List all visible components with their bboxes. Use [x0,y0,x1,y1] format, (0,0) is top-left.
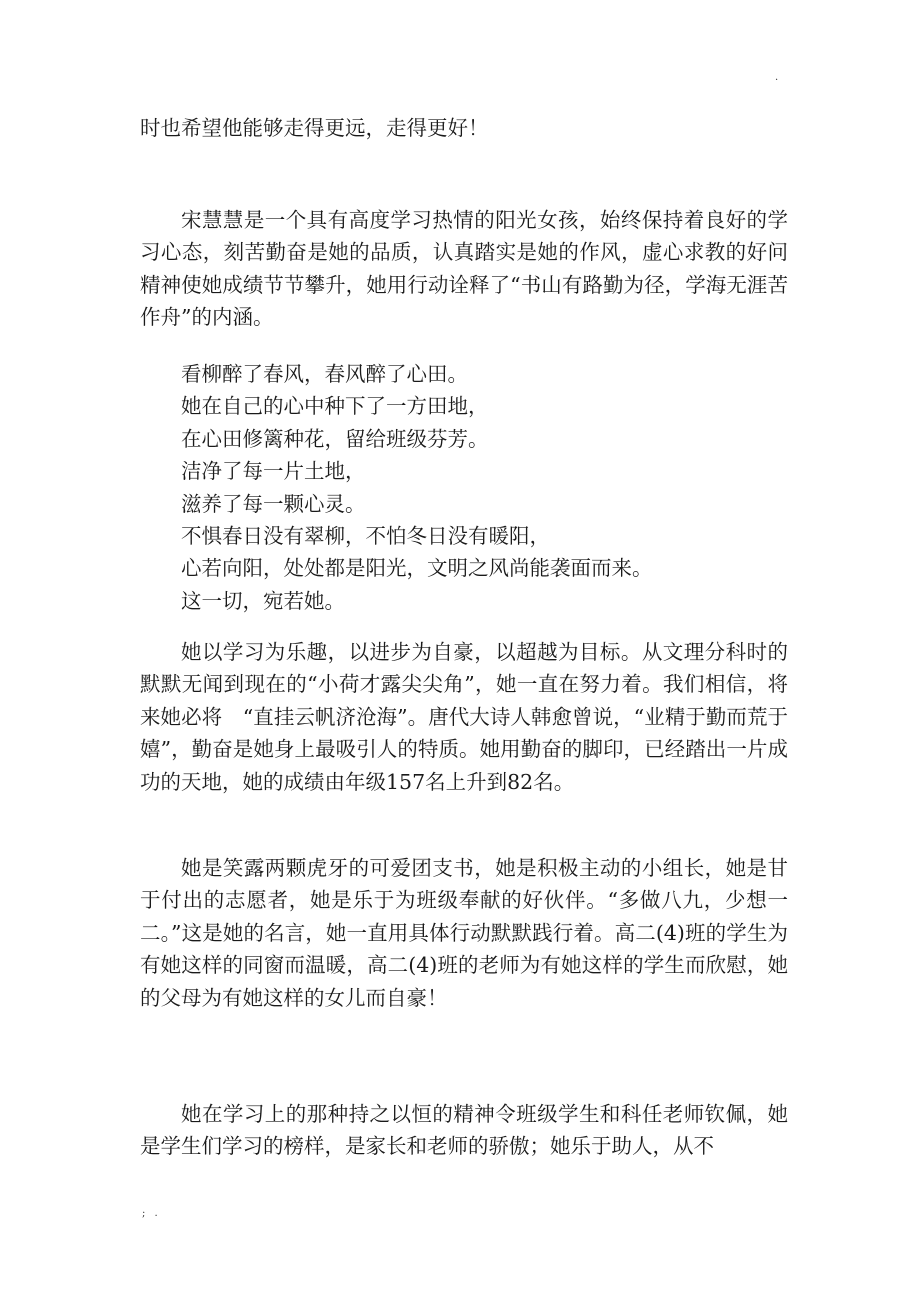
continuation-line [140,112,788,144]
paragraph-3 [140,852,788,1014]
continuation-text: 时也希望他能够走得更远，走得更好！ [140,116,489,140]
poem-line: 看柳醉了春风，春风醉了心田。 [181,362,468,386]
poem-line: 她在自己的心中种下了一方田地， [181,394,489,419]
poem-line: 这一切，宛若她。 [181,588,345,613]
page-corner-mark-top: . [775,72,779,83]
poem-line: 心若向阳，处处都是阳光，文明之风尚能袭面而来。 [181,556,653,581]
paragraph-1-text: 宋慧慧是一个具有高度学习热情的阳光女孩，始终保持着良好的学习心态，刻苦勤奋是她的品质，认真踏实是她的作风，虚心求教的好问精神使她成绩节节攀升，她用行动诠释了“书山有路勤为径，学海无涯苦作舟”的内涵。 [140,208,788,330]
page-corner-mark-bottom: ; . [142,1208,161,1219]
paragraph-3-text: 她是笑露两颗虎牙的可爱团支书，她是积极主动的小组长，她是甘于付出的志愿者，她是乐于为班级奉献的好伙伴。“多做八九，少想一二。”这是她的名言，她一直用具体行动默默践行着。高二(4)班的学生为有她这样的同窗而温暖，高二(4)班的老师为有她这样的学生而欣慰，她的父母为有她这样的女儿而自豪！ [140,856,788,1010]
paragraph-1 [140,204,788,334]
poem-block [140,358,788,617]
paragraph-4 [140,1098,788,1163]
poem-line: 在心田修篱种花，留给班级芬芳。 [181,426,489,451]
paragraph-2 [140,636,788,798]
poem-line: 洁净了每一片土地， [181,459,366,484]
paragraph-2-text: 她以学习为乐趣，以进步为自豪，以超越为目标。从文理分科时的默默无闻到现在的“小荷才露尖尖角”，她一直在努力着。我们相信，将来她必将 “直挂云帆济沧海”。唐代大诗人韩愈曾说，“业精于勤而荒于嬉”，勤奋是她身上最吸引人的特质。她用勤奋的脚印，已经踏出一片成功的天地，她的成绩由年级157名上升到82名。 [140,640,788,794]
poem-line: 不惧春日没有翠柳，不怕冬日没有暖阳， [181,524,550,549]
poem-line: 滋养了每一颗心灵。 [181,491,366,516]
paragraph-4-text: 她在学习上的那种持之以恒的精神令班级学生和科任老师钦佩，她是学生们学习的榜样，是家长和老师的骄傲；她乐于助人，从不 [140,1102,788,1159]
